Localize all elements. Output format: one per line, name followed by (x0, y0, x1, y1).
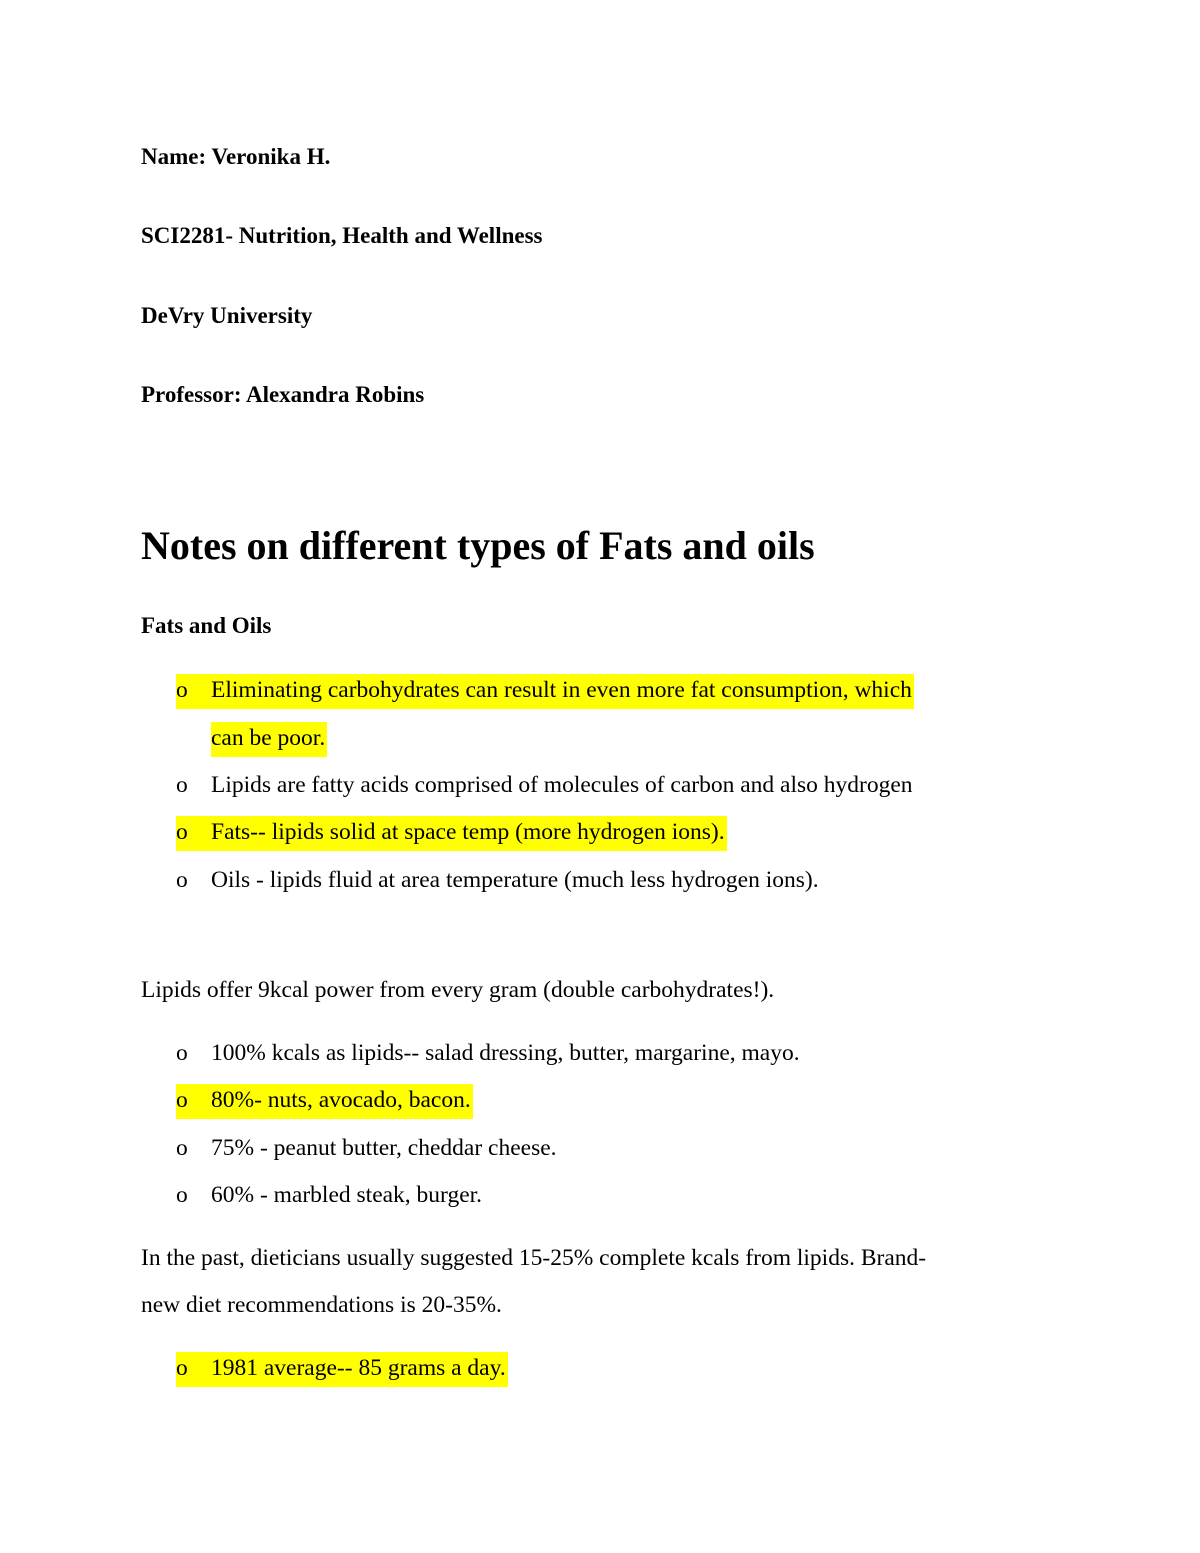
list-item (176, 866, 819, 894)
list-item (176, 771, 913, 799)
bullet-marker: o (176, 677, 188, 703)
list-item-text: Lipids are fatty acids comprised of molecules of carbon and also hydrogen (211, 772, 913, 798)
list-item-text: 1981 average-- 85 grams a day. (211, 1355, 506, 1381)
page-title: Notes on different types of Fats and oils (141, 523, 815, 568)
bullet-marker: o (176, 772, 188, 798)
student-name: Name: Veronika H. (141, 144, 331, 169)
course-title: SCI2281- Nutrition, Health and Wellness (141, 223, 543, 248)
list-item (176, 1086, 473, 1114)
list-item-text: 80%- nuts, avocado, bacon. (211, 1087, 471, 1113)
list-item-text: Oils - lipids fluid at area temperature (much less hydrogen ions). (211, 867, 819, 893)
section-heading: Fats and Oils (141, 613, 272, 638)
list-item (176, 1039, 800, 1067)
school-name: DeVry University (141, 303, 313, 328)
list-item-text: 60% - marbled steak, burger. (211, 1182, 483, 1208)
list-item-text: Eliminating carbohydrates can result in even more fat consumption, which (211, 677, 912, 703)
list-item-text: can be poor. (211, 722, 327, 757)
bullet-marker: o (176, 1135, 188, 1161)
list-item-text: Fats-- lipids solid at space temp (more hydrogen ions). (211, 819, 725, 845)
paragraph-line: new diet recommendations is 20-35%. (141, 1292, 502, 1318)
bullet-marker: o (176, 1087, 188, 1113)
paragraph-line: In the past, dieticians usually suggested 15-25% complete kcals from lipids. Brand- (141, 1245, 927, 1271)
professor-name: Professor: Alexandra Robins (141, 382, 425, 407)
bullet-marker: o (176, 1040, 188, 1066)
list-item (176, 1181, 482, 1209)
list-item-text: 75% - peanut butter, cheddar cheese. (211, 1135, 557, 1161)
list-item (176, 1134, 557, 1162)
list-item-text: 100% kcals as lipids-- salad dressing, butter, margarine, mayo. (211, 1040, 800, 1066)
list-item (176, 818, 727, 846)
list-item (176, 1354, 508, 1382)
bullet-marker: o (176, 867, 188, 893)
paragraph: Lipids offer 9kcal power from every gram (double carbohydrates!). (141, 977, 775, 1003)
bullet-marker: o (176, 1182, 188, 1208)
list-item (176, 676, 914, 704)
bullet-marker: o (176, 819, 188, 845)
list-item-continuation (211, 724, 327, 752)
bullet-marker: o (176, 1355, 188, 1381)
